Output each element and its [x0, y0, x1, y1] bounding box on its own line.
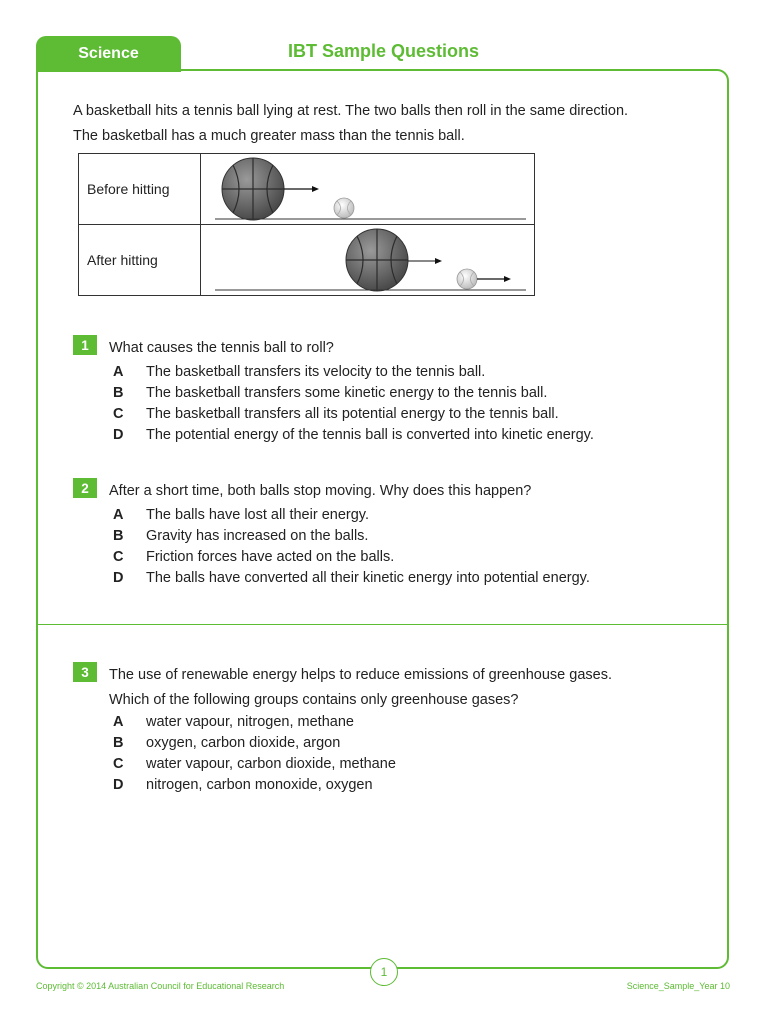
document-id: Science_Sample_Year 10 [626, 981, 730, 991]
question-text-line-1: The use of renewable energy helps to reduce emissions of greenhouse gases. [109, 667, 612, 683]
answer-option-a[interactable]: A The balls have lost all their energy. [113, 507, 369, 523]
answer-option-a[interactable]: A The basketball transfers its velocity to the tennis ball. [113, 364, 486, 380]
basketball-icon [222, 158, 284, 220]
answer-option-c[interactable]: C water vapour, carbon dioxide, methane [113, 756, 396, 772]
copyright-text: Copyright © 2014 Australian Council for Educational Research [36, 981, 285, 991]
diagram-before-cell [201, 154, 535, 225]
answer-option-c[interactable]: C The basketball transfers all its potential energy to the tennis ball. [113, 406, 559, 422]
question-number-badge: 3 [73, 662, 97, 682]
velocity-arrow-icon [284, 186, 319, 192]
page-title: IBT Sample Questions [288, 41, 480, 61]
answer-option-d[interactable]: D The balls have converted all their kinetic energy into potential energy. [113, 570, 590, 586]
answer-option-d[interactable]: D The potential energy of the tennis ball is converted into kinetic energy. [113, 427, 594, 443]
velocity-arrow-icon [408, 258, 442, 264]
intro-line-2: The basketball has a much greater mass than the tennis ball. [73, 128, 465, 144]
tennis-ball-icon [457, 269, 477, 289]
diagram-label-before: Before hitting [79, 154, 201, 225]
intro-text [73, 99, 628, 149]
subject-tab-label: Science [78, 45, 139, 62]
velocity-arrow-icon [477, 276, 511, 282]
answer-options [113, 364, 594, 448]
collision-diagram [78, 153, 535, 296]
question-number-badge: 1 [73, 335, 97, 355]
answer-option-b[interactable]: B oxygen, carbon dioxide, argon [113, 735, 341, 751]
answer-option-b[interactable]: B Gravity has increased on the balls. [113, 528, 369, 544]
before-hitting-illustration [201, 154, 541, 224]
question-number-badge: 2 [73, 478, 97, 498]
diagram-after-cell [201, 225, 535, 296]
page-number: 1 [370, 958, 398, 986]
subject-tab [36, 36, 181, 72]
answer-options [113, 507, 590, 591]
answer-option-a[interactable]: A water vapour, nitrogen, methane [113, 714, 354, 730]
intro-line-1: A basketball hits a tennis ball lying at rest. The two balls then roll in the same direction. [73, 103, 629, 119]
section-divider [38, 624, 729, 625]
answer-options [113, 714, 396, 798]
answer-option-c[interactable]: C Friction forces have acted on the balls. [113, 549, 395, 565]
answer-option-d[interactable]: D nitrogen, carbon monoxide, oxygen [113, 777, 373, 793]
tennis-ball-icon [334, 198, 354, 218]
diagram-label-after: After hitting [79, 225, 201, 296]
question-text: After a short time, both balls stop moving. Why does this happen? [109, 483, 532, 499]
after-hitting-illustration [201, 225, 541, 295]
basketball-icon [346, 229, 408, 291]
question-text [109, 663, 612, 713]
question-text-line-2: Which of the following groups contains only greenhouse gases? [109, 692, 519, 708]
question-text: What causes the tennis ball to roll? [109, 340, 334, 356]
answer-option-b[interactable]: B The basketball transfers some kinetic energy to the tennis ball. [113, 385, 548, 401]
